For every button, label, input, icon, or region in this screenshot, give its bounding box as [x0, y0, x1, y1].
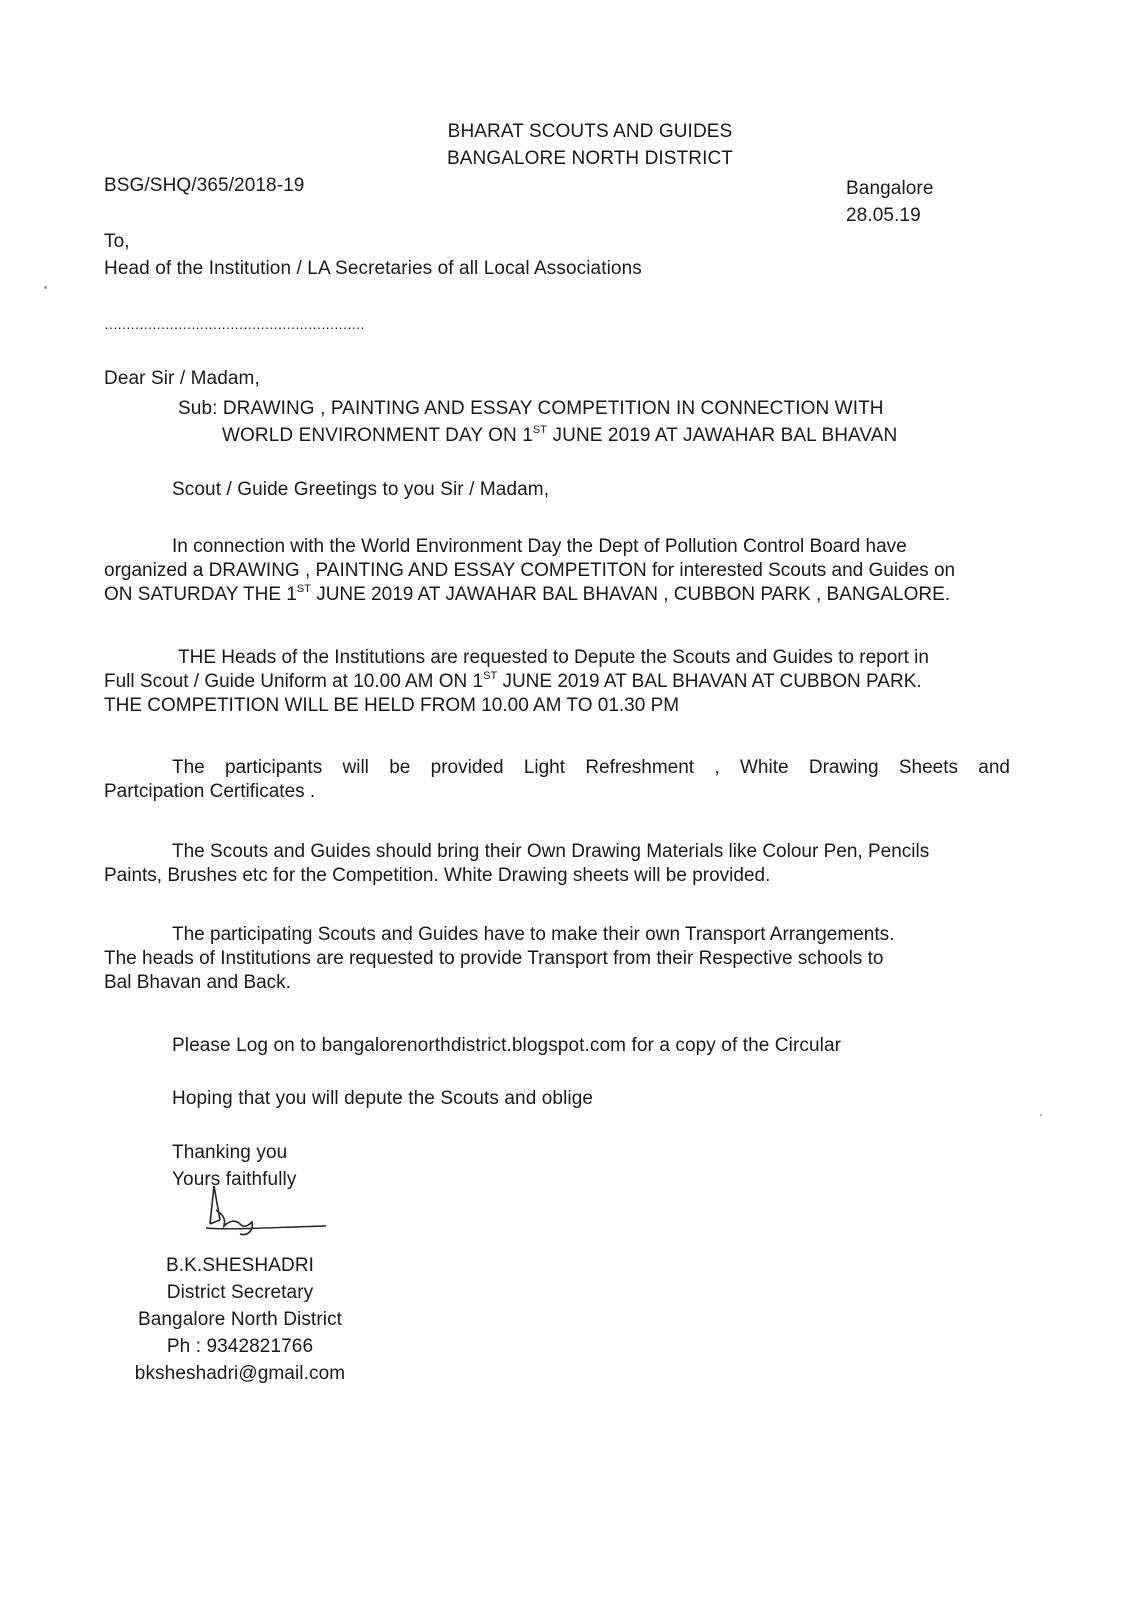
org-name: BHARAT SCOUTS AND GUIDES — [447, 121, 733, 142]
letter-date: 28.05.19 — [846, 205, 921, 226]
closing-yours: Yours faithfully — [172, 1169, 297, 1190]
signatory-email: bksheshadri@gmail.com — [134, 1363, 346, 1384]
signatory-name: B.K.SHESHADRI — [165, 1255, 315, 1276]
handwritten-signature — [196, 1180, 336, 1244]
subject-line-1: Sub: DRAWING , PAINTING AND ESSAY COMPETITION IN CONNECTION WITH — [178, 398, 884, 419]
scan-speck — [1040, 1114, 1042, 1116]
paragraph-1: In connection with the World Environment Day the Dept of Pollution Control Board have organized a DRAWING , PAINTING AND ESSAY COMPETITON for interested Scouts and Guides on ON SATURDAY THE 1ST JUNE 2019 AT JAWAHAR BAL BHAVAN , CUBBON PARK , BANGALORE. — [104, 536, 956, 605]
paragraph-2: THE Heads of the Institutions are requested to Depute the Scouts and Guides to report in Full Scout / Guide Uniform at 10.00 AM ON 1ST JUNE 2019 AT BAL BHAVAN AT CUBBON PARK. THE COMPETITION WILL BE HELD FROM 10.00 AM TO 01.30 PM — [104, 647, 929, 716]
district-name: BANGALORE NORTH DISTRICT — [446, 148, 734, 169]
closing-thanks: Thanking you — [172, 1142, 288, 1163]
recipient: Head of the Institution / LA Secretaries of all Local Associations — [104, 258, 642, 279]
paragraph-5: The participating Scouts and Guides have to make their own Transport Arrangements. The heads of Institutions are requested to provide Transport from their Respective schools to Bal Bhavan and Back. — [104, 924, 895, 993]
paragraph-6: Please Log on to bangalorenorthdistrict.blogspot.com for a copy of the Circular — [172, 1035, 842, 1056]
signatory-title: District Secretary — [166, 1282, 314, 1303]
signatory-district: Bangalore North District — [137, 1309, 343, 1330]
salutation: Dear Sir / Madam, — [104, 368, 260, 389]
signatory-phone: Ph : 9342821766 — [166, 1336, 314, 1357]
dotted-line: …………………………………………………… — [104, 316, 364, 332]
to-label: To, — [104, 231, 130, 252]
letter-place: Bangalore — [846, 178, 934, 199]
reference-number: BSG/SHQ/365/2018-19 — [104, 175, 305, 196]
scan-speck — [44, 286, 47, 289]
subject-line-2: WORLD ENVIRONMENT DAY ON 1ST JUNE 2019 AT JAWAHAR BAL BHAVAN — [222, 424, 898, 446]
greeting: Scout / Guide Greetings to you Sir / Madam, — [172, 479, 550, 500]
paragraph-4: The Scouts and Guides should bring their Own Drawing Materials like Colour Pen, Pencils Paints, Brushes etc for the Competition. White Drawing sheets will be provided. — [104, 841, 930, 886]
paragraph-7: Hoping that you will depute the Scouts and oblige — [172, 1088, 594, 1109]
paragraph-3: The participants will be provided Light Refreshment , White Drawing Sheets and Partcipation Certificates . — [104, 757, 1010, 802]
